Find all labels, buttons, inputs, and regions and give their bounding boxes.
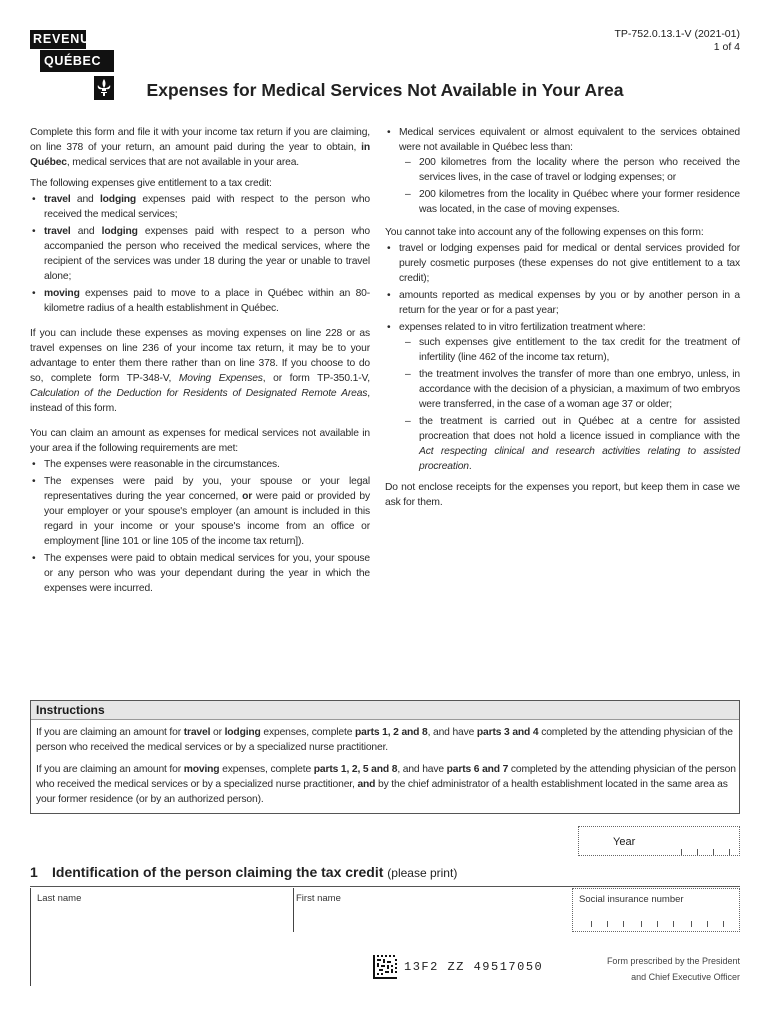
section-1-title: 1 Identification of the person claiming the tax credit (please print) [30, 864, 458, 880]
last-name-label: Last name [37, 893, 82, 904]
sin-digit-tick [723, 921, 724, 927]
sin-digit-tick [691, 921, 692, 927]
list-item: – such expenses give entitlement to the tax credit for the treatment of infertility (line 462 of the income tax return), [401, 335, 740, 365]
instructions-heading: Instructions [31, 701, 739, 720]
availability-list [385, 125, 740, 217]
year-digit-tick [681, 849, 682, 855]
social-insurance-number-field[interactable] [572, 888, 740, 932]
list-item: • expenses related to in vitro fertilization treatment where: – such expenses give entitlement to the tax credit for the treatment of infertility (line 462 of the income tax return), – the treatment involves the transfer of more than one embryo, unless, in accordance with the decision of a physician, a maximum of two embryos were transferred, in the case of a woman age 37 or older; – the treatment is carried out in Québec at a centre for assisted procreation that does not hold a licence issued in compliance with the Act respecting clinical and research activities relating to assisted procreation. [385, 320, 740, 474]
barcode-text: 13F2 ZZ 49517050 [404, 960, 544, 974]
list-item: • Medical services equivalent or almost equivalent to the services obtained were not available in Québec less than: – 200 kilometres from the locality where the person who received the services lives, in the case of travel or lodging expenses; or – 200 kilometres from the locality in Québec where your former residence was located, in the case of moving expenses. [385, 125, 740, 217]
requirements-list [30, 457, 370, 596]
right-column [385, 125, 740, 516]
list-item: • travel and lodging expenses paid with respect to a person who accompanied the person who received the medical services, where the recipient of the services was under 18 during the year or unable to travel alone; [30, 224, 370, 284]
last-name-field[interactable] [30, 888, 292, 932]
first-name-field[interactable] [293, 888, 568, 932]
sin-digit-tick [707, 921, 708, 927]
list-item: • amounts reported as medical expenses by you or by another person in a return for the year or for a past year; [385, 288, 740, 318]
sin-digit-tick [657, 921, 658, 927]
instructions-body [36, 725, 736, 814]
field-border-line [30, 932, 31, 986]
instructions-travel: If you are claiming an amount for travel or lodging expenses, complete parts 1, 2 and 8, and have parts 3 and 4 completed by the attending physician of the person who received the medical services or by a specialized nurse practitioner. [36, 727, 733, 753]
list-item: • The expenses were reasonable in the circumstances. [30, 457, 370, 472]
exclusions-list [385, 241, 740, 474]
list-item: • travel and lodging expenses paid with respect to the person who received the medical services; [30, 192, 370, 222]
receipts-paragraph: Do not enclose receipts for the expenses you report, but keep them in case we ask for them. [385, 482, 740, 508]
moving-expenses-paragraph: If you can include these expenses as moving expenses on line 228 or as travel expenses on line 236 of your income tax return, it may be to your advantage to enter them there rather than on line 378. If you choose to do so, complete form TP-348-V, Moving Expenses, or form TP-350.1-V, Calculation of the Deduction for Residents of Designated Remote Areas, instead of this form. [30, 328, 370, 414]
list-item: – the treatment involves the transfer of more than one embryo, unless, in accordance with the decision of a physician, a maximum of two embryos were transferred, in the case of a woman age 37 or older; [401, 367, 740, 412]
prescribed-line-1: Form prescribed by the President [606, 956, 740, 966]
form-code-block [615, 28, 741, 54]
ivf-list [401, 335, 740, 474]
sin-digit-tick [607, 921, 608, 927]
list-item: • travel or lodging expenses paid for medical or dental services provided for purely cosmetic purposes (these expenses do not give entitlement to a tax credit); [385, 241, 740, 286]
section-subtitle: (please print) [387, 866, 458, 880]
form-code: TP-752.0.13.1-V (2021-01) [614, 28, 740, 40]
list-item: • moving expenses paid to move to a place in Québec within an 80-kilometre radius of a health establishment in Québec. [30, 286, 370, 316]
page-title: Expenses for Medical Services Not Available in Your Area [146, 80, 624, 100]
first-name-label: First name [296, 893, 341, 904]
section-divider [30, 886, 740, 887]
intro-paragraph: Complete this form and file it with your income tax return if you are claiming, on line 378 of your return, an amount paid during the year to obtain, in Québec, medical services that are not available in your area. [30, 127, 370, 168]
logo-line-2: QUÉBEC [40, 50, 114, 72]
instructions-box [30, 700, 740, 814]
left-column [30, 125, 370, 602]
entitlement-list [30, 192, 370, 316]
sin-digit-tick [641, 921, 642, 927]
year-label: Year [613, 836, 636, 848]
distance-list [401, 155, 740, 217]
year-digit-tick [729, 849, 730, 855]
list-item: • The expenses were paid by you, your spouse or your legal representatives during the year concerned, or were paid or provided by your employer or your spouse's employer (an amount is included in this regard in your income or your spouse's income from an office or employment [line 101 or line 105 of the income tax return]). [30, 474, 370, 549]
entitlement-paragraph: The following expenses give entitlement to a tax credit: [30, 178, 272, 189]
list-item: – 200 kilometres from the locality in Québec where your former residence was located, in the case of moving expenses. [401, 187, 740, 217]
prescribed-line-2: and Chief Executive Officer [631, 972, 740, 982]
page-info: 1 of 4 [713, 41, 740, 53]
prescribed-by [607, 953, 740, 985]
datamatrix-barcode-icon [373, 955, 397, 979]
requirements-paragraph: You can claim an amount as expenses for medical services not available in your area if the following requirements are met: [30, 428, 370, 454]
year-digit-tick [697, 849, 698, 855]
sin-digit-tick [673, 921, 674, 927]
sin-digit-tick [623, 921, 624, 927]
section-number: 1 [30, 864, 38, 880]
logo-line-1: REVENU [30, 30, 86, 49]
list-item: • The expenses were paid to obtain medical services for you, your spouse or any person who was your dependant during the year in which the expenses were incurred. [30, 551, 370, 596]
year-digit-tick [713, 849, 714, 855]
sin-digit-tick [591, 921, 592, 927]
sin-label: Social insurance number [579, 894, 684, 905]
list-item: – 200 kilometres from the locality where the person who received the services lives, in the case of travel or lodging expenses; or [401, 155, 740, 185]
instructions-moving: If you are claiming an amount for moving expenses, complete parts 1, 2, 5 and 8, and have parts 6 and 7 completed by the attending physician of the person who received the medical services or by a specialized nurse practitioner, and by the chief administrator of a health establishment located in the same area as your former residence (or by an authorized person). [36, 764, 736, 805]
exclusions-paragraph: You cannot take into account any of the following expenses on this form: [385, 227, 704, 238]
list-item: – the treatment is carried out in Québec at a centre for assisted procreation that does not hold a licence issued in compliance with the Act respecting clinical and research activities relating to assisted procreation. [401, 414, 740, 474]
year-field[interactable] [578, 826, 740, 856]
